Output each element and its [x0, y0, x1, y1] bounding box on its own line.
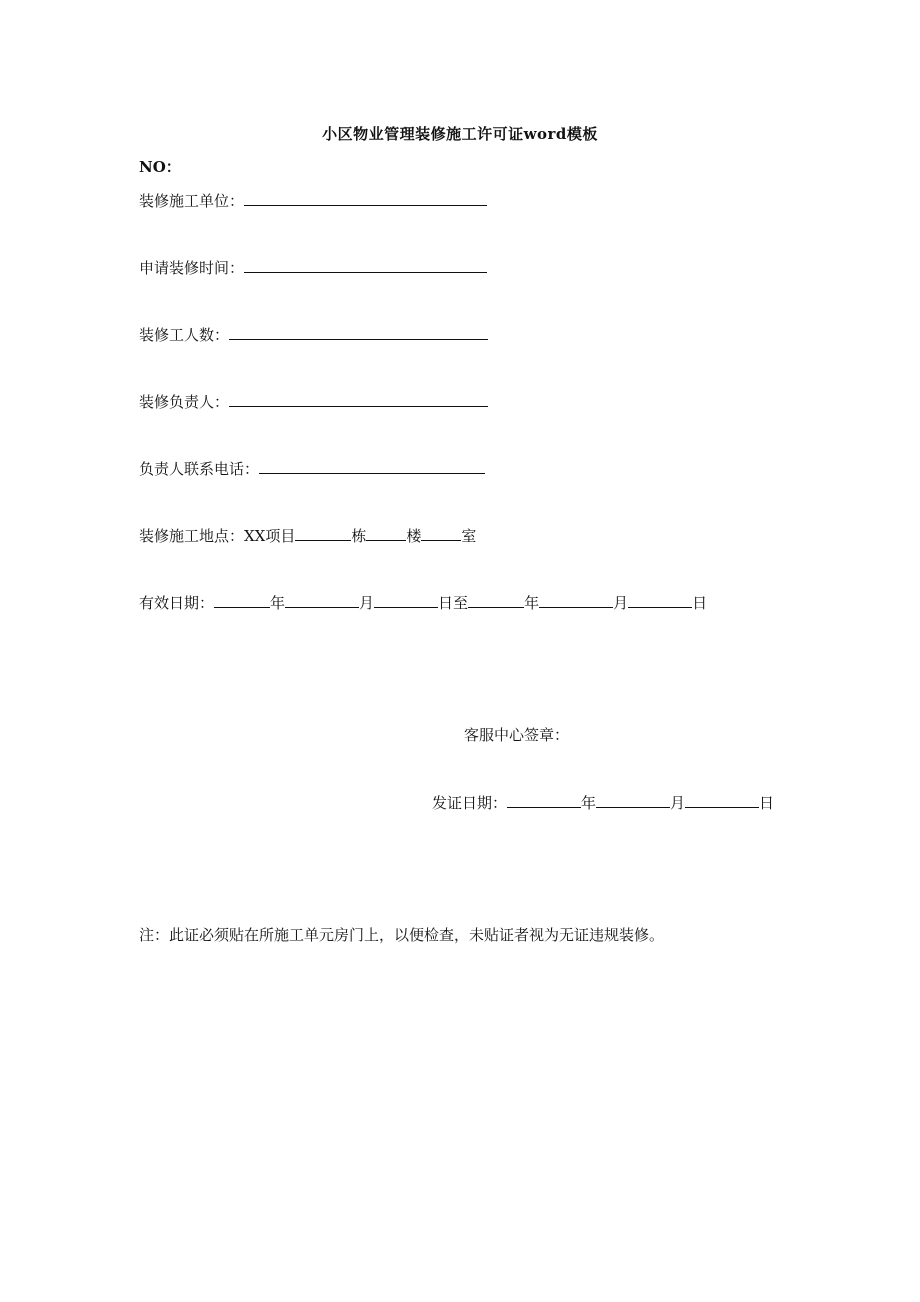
floor-blank[interactable]	[366, 524, 406, 541]
construction-unit-label: 装修施工单位：	[139, 192, 245, 210]
contact-phone-label: 负责人联系电话：	[139, 460, 260, 478]
room-label: 室	[461, 527, 477, 545]
end-month-label: 月	[613, 594, 629, 612]
end-day-label: 日	[692, 594, 708, 612]
issue-month-label: 月	[670, 794, 686, 812]
issue-year-blank[interactable]	[507, 791, 581, 808]
issue-date-row	[432, 791, 774, 811]
document-title: 小区物业管理装修施工许可证word模板	[322, 125, 598, 143]
issue-day-label: 日	[759, 794, 775, 812]
application-time-blank[interactable]	[244, 256, 487, 273]
start-year-label: 年	[270, 594, 286, 612]
issue-day-blank[interactable]	[685, 791, 759, 808]
validity-period-row	[139, 591, 707, 611]
end-year-blank[interactable]	[468, 591, 524, 608]
end-year-label: 年	[524, 594, 540, 612]
construction-unit-blank[interactable]	[244, 189, 487, 206]
end-month-blank[interactable]	[539, 591, 613, 608]
start-month-blank[interactable]	[285, 591, 359, 608]
construction-location-row	[139, 524, 476, 544]
start-day-blank[interactable]	[374, 591, 438, 608]
construction-location-label: 装修施工地点：XX项目	[139, 527, 296, 545]
issue-year-label: 年	[581, 794, 597, 812]
worker-count-label: 装修工人数：	[139, 326, 230, 344]
person-in-charge-label: 装修负责人：	[139, 393, 230, 411]
person-in-charge-row	[139, 390, 488, 410]
application-time-row	[139, 256, 487, 276]
contact-phone-blank[interactable]	[259, 457, 485, 474]
issue-month-blank[interactable]	[596, 791, 670, 808]
end-day-blank[interactable]	[628, 591, 692, 608]
permit-note: 注：此证必须贴在所施工单元房门上，以便检查，未贴证者视为无证违规装修。	[139, 926, 665, 944]
issue-date-label: 发证日期：	[432, 794, 508, 812]
room-blank[interactable]	[421, 524, 461, 541]
start-year-blank[interactable]	[214, 591, 270, 608]
building-blank[interactable]	[295, 524, 351, 541]
application-time-label: 申请装修时间：	[139, 259, 245, 277]
start-day-to-label: 日至	[438, 594, 469, 612]
worker-count-blank[interactable]	[229, 323, 488, 340]
floor-label: 楼	[406, 527, 422, 545]
person-in-charge-blank[interactable]	[229, 390, 488, 407]
contact-phone-row	[139, 457, 485, 477]
service-center-stamp-label: 客服中心签章：	[464, 726, 570, 744]
permit-number-label: NO：	[139, 158, 181, 176]
worker-count-row	[139, 323, 488, 343]
validity-label: 有效日期：	[139, 594, 215, 612]
building-label: 栋	[351, 527, 367, 545]
start-month-label: 月	[359, 594, 375, 612]
construction-unit-row	[139, 189, 487, 209]
